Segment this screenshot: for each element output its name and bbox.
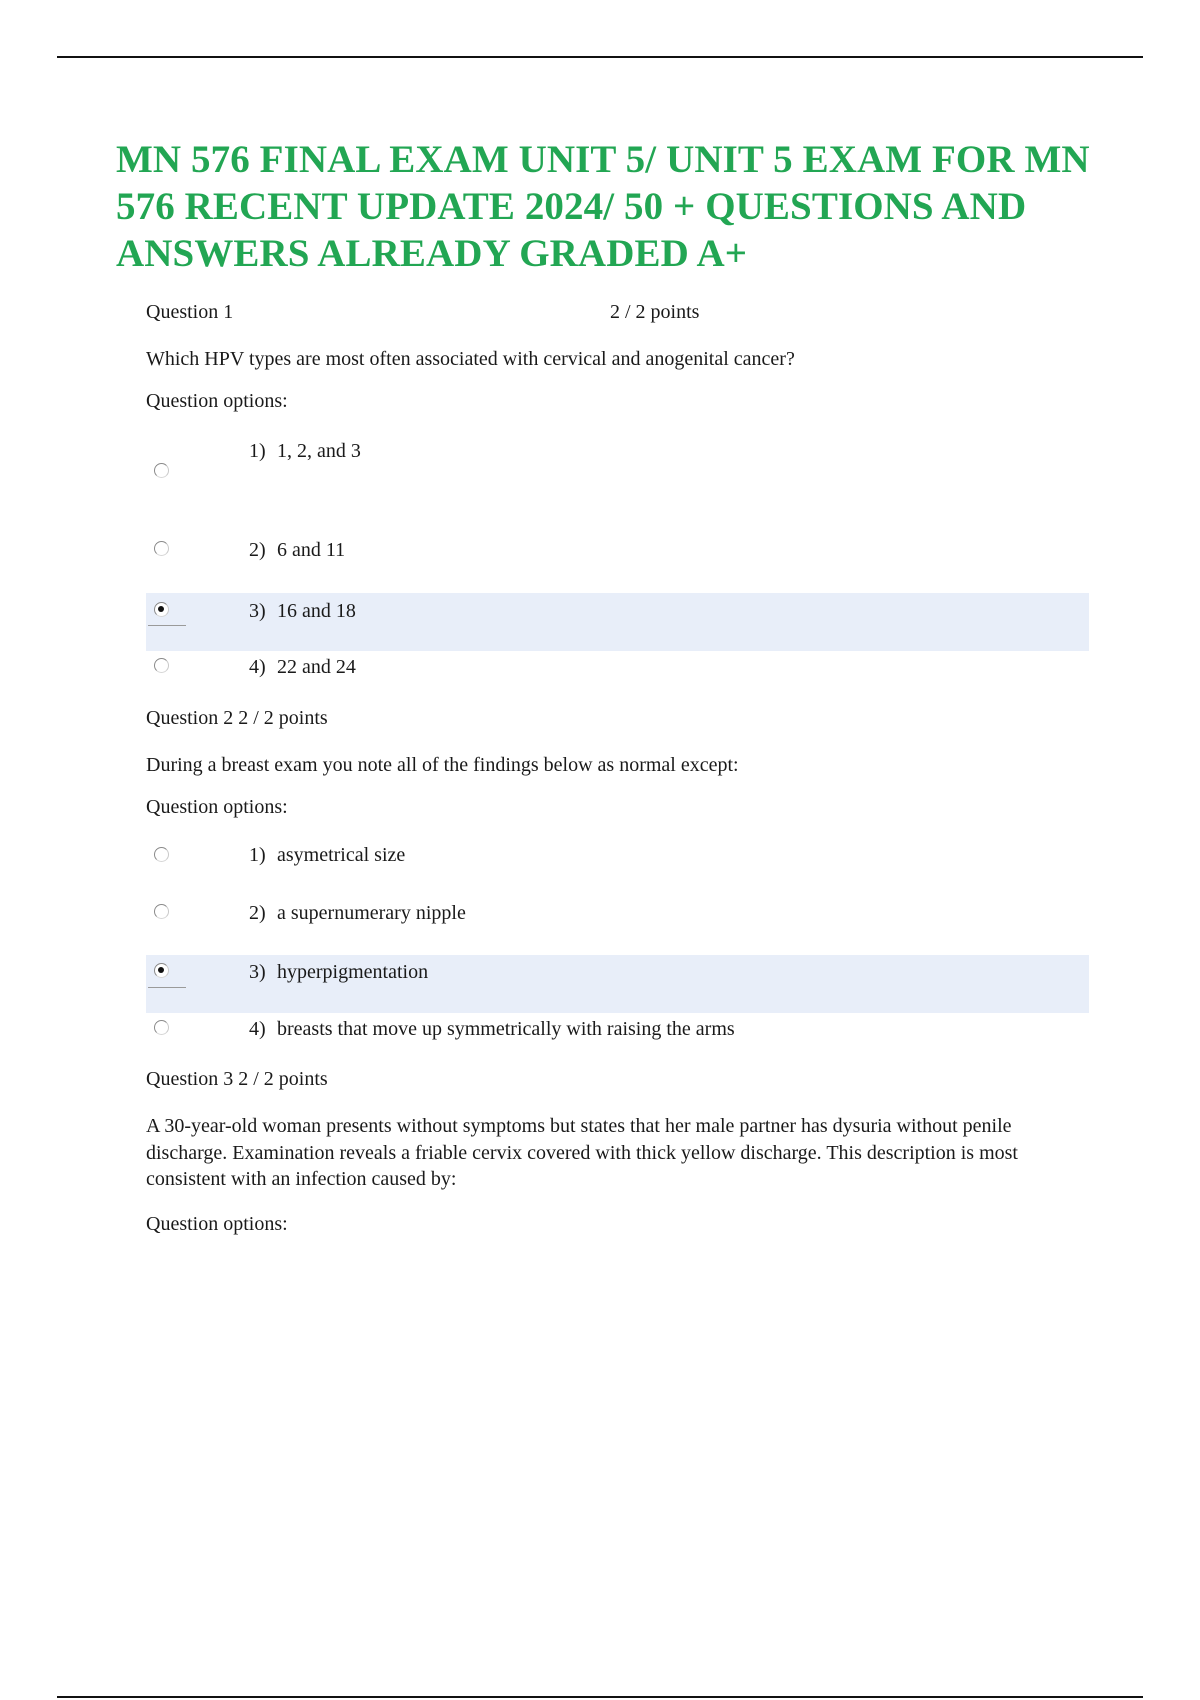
- radio-underline: [148, 625, 186, 626]
- question-3-score: 2 / 2 points: [238, 1068, 328, 1090]
- radio-button-selected[interactable]: [154, 602, 169, 617]
- question-1-options-label: Question options:: [146, 390, 288, 412]
- radio-button[interactable]: [154, 904, 169, 919]
- bottom-rule: [57, 1696, 1143, 1698]
- question-2-label: Question 2: [146, 707, 234, 729]
- question-1-score: 2 / 2 points: [610, 301, 700, 323]
- option-label: 4) breasts that move up symmetrically with raising the arms: [249, 1018, 735, 1040]
- question-3-text: A 30-year-old woman presents without symptoms but states that her male partner has dysuria without penile discharge. Examination reveals a friable cervix covered with thick yellow discharge. This description is most consistent with an infection caused by:: [146, 1115, 1018, 1190]
- question-2-options-label: Question options:: [146, 796, 288, 818]
- option-label: 3) 16 and 18: [249, 600, 356, 622]
- option-label: 4) 22 and 24: [249, 656, 356, 678]
- top-rule: [57, 56, 1143, 58]
- radio-button[interactable]: [154, 847, 169, 862]
- question-1-text: Which HPV types are most often associated with cervical and anogenital cancer?: [146, 348, 795, 370]
- document-title: MN 576 FINAL EXAM UNIT 5/ UNIT 5 EXAM FOR MN 576 RECENT UPDATE 2024/ 50 + QUESTIONS AND ANSWERS ALREADY GRADED A+: [116, 138, 1090, 275]
- option-label: 2) a supernumerary nipple: [249, 902, 466, 924]
- radio-underline: [148, 987, 186, 988]
- question-2-header: [146, 705, 328, 731]
- question-3-options-label: Question options:: [146, 1213, 288, 1235]
- question-1-label: Question 1: [146, 301, 234, 323]
- option-label: 1) asymetrical size: [249, 844, 406, 866]
- question-3-label: Question 3: [146, 1068, 234, 1090]
- question-2-score: 2 / 2 points: [238, 707, 328, 729]
- question-3-header: [146, 1066, 328, 1092]
- radio-button[interactable]: [154, 1020, 169, 1035]
- radio-button[interactable]: [154, 463, 169, 478]
- question-2-text: During a breast exam you note all of the findings below as normal except:: [146, 754, 739, 776]
- radio-button[interactable]: [154, 541, 169, 556]
- radio-button[interactable]: [154, 658, 169, 673]
- option-label: 1) 1, 2, and 3: [249, 440, 361, 462]
- radio-button-selected[interactable]: [154, 963, 169, 978]
- option-label: 3) hyperpigmentation: [249, 961, 429, 983]
- option-label: 2) 6 and 11: [249, 539, 346, 561]
